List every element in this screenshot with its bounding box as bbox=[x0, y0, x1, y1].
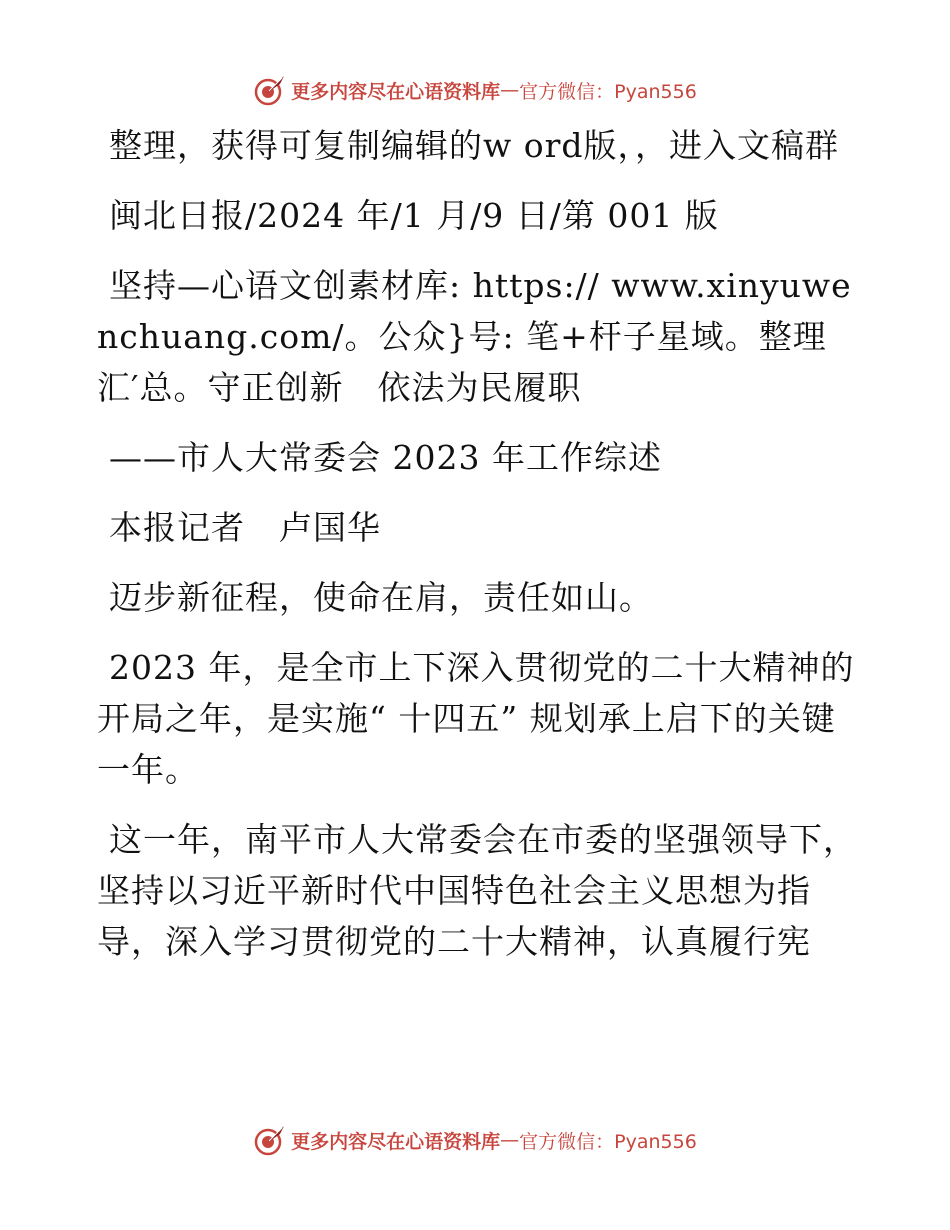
paragraph: ——市人大常委会 2023 年工作综述 bbox=[109, 438, 662, 477]
paragraph: 整理，获得可复制编辑的w ord版，，进入文稿群 bbox=[109, 126, 840, 165]
paragraph: 坚持—心语文创素材库: https:// www.xinyuwenchuang.com/。公众}号: 笔+杆子星域。整理汇′总。守正创新 依法为民履职 bbox=[97, 266, 852, 407]
paragraph: 迈步新征程，使命在肩，责任如山。 bbox=[109, 578, 653, 617]
document-body bbox=[97, 120, 857, 986]
banner-official-wechat: 官方微信：Pyan556 bbox=[519, 80, 697, 103]
banner-official-wechat: 官方微信：Pyan556 bbox=[519, 1130, 697, 1153]
banner-dash: — bbox=[500, 1129, 520, 1151]
quill-logo-icon bbox=[253, 73, 287, 107]
banner-dash: — bbox=[500, 79, 520, 101]
byline: 本报记者 卢国华 bbox=[109, 508, 381, 547]
paragraph: 闽北日报/2024 年/1 月/9 日/第 001 版 bbox=[109, 196, 719, 235]
paragraph: 2023 年，是全市上下深入贯彻党的二十大精神的开局之年，是实施“ 十四五” 规划承上启下的关键一年。 bbox=[97, 648, 855, 789]
banner-main-text: 更多内容尽在心语资料库 bbox=[291, 80, 501, 103]
paragraph: 这一年，南平市人大常委会在市委的坚强领导下，坚持以习近平新时代中国特色社会主义思想为指导，深入学习贯彻党的二十大精神，认真履行宪 bbox=[97, 820, 857, 961]
quill-logo-icon bbox=[253, 1123, 287, 1157]
header-watermark-banner bbox=[0, 70, 950, 110]
footer-watermark-banner bbox=[0, 1120, 950, 1160]
banner-main-text: 更多内容尽在心语资料库 bbox=[291, 1130, 501, 1153]
